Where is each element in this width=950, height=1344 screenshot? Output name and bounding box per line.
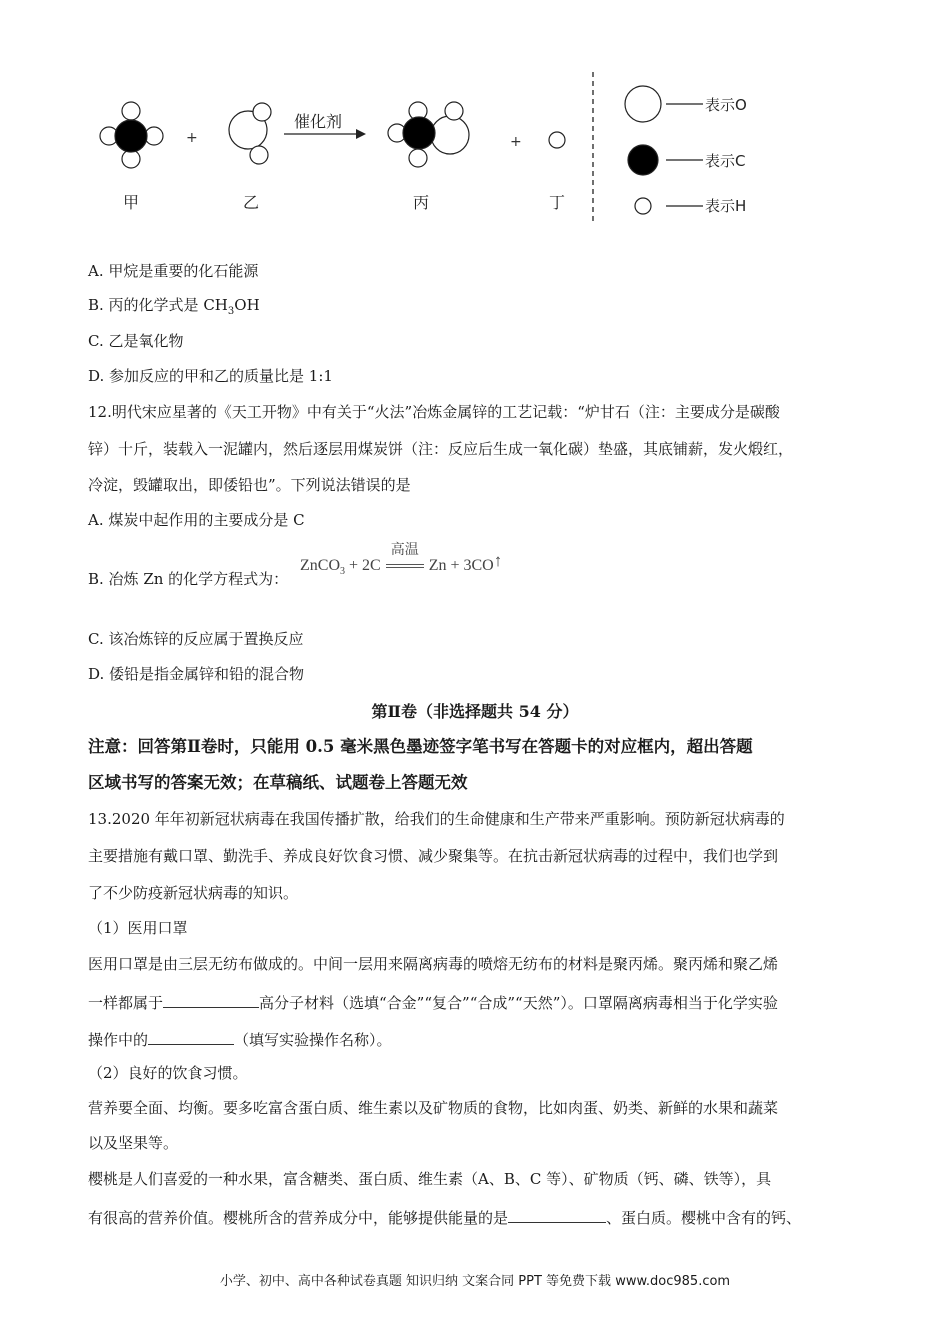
q13-part1-line-3b: （填写实验操作名称）。: [234, 1031, 392, 1049]
q11-option-b-text: B. 丙的化学式是 CH: [88, 296, 228, 314]
q12-line-3: 冷淀，毁罐取出，即倭铅也”。下列说法错误的是: [88, 476, 411, 494]
molecule-jia: [100, 102, 163, 168]
q12-line-1: 12.明代宋应星著的《天工开物》中有关于“火法”冶炼金属锌的工艺记载：“炉甘石（注：主要成分是碳酸: [88, 403, 780, 421]
molecule-yi: [229, 103, 271, 164]
answer-blank-1[interactable]: [163, 991, 259, 1008]
eq-condition-block: [385, 542, 425, 575]
q13-part2-line-2: 以及坚果等。: [88, 1134, 179, 1152]
notice-line-1: 注意：回答第Ⅱ卷时，只能用 0.5 毫米黑色墨迹签字笔书写在答题卡的对应框内，超出答题: [88, 737, 753, 756]
q12-option-a: A. 煤炭中起作用的主要成分是 C: [88, 511, 305, 529]
catalyst-label: 催化剂: [294, 112, 343, 131]
q13-part2-line-1: 营养要全面、均衡。要多吃富含蛋白质、维生素以及矿物质的食物，比如肉蛋、奶类、新鲜的水果和蔬菜: [88, 1099, 779, 1117]
q13-part2-line-4a: 有很高的营养价值。樱桃所含的营养成分中，能够提供能量的是: [88, 1209, 509, 1227]
label-yi: 乙: [243, 193, 260, 212]
eq-sub: 3: [340, 566, 345, 578]
eq-up-arrow: ↑: [493, 551, 503, 570]
legend-c: 表示C: [705, 152, 746, 170]
q13-part2-line-4: [88, 1206, 801, 1228]
eq-left: ZnCO: [300, 557, 340, 574]
q11-option-d: D. 参加反应的甲和乙的质量比是 1:1: [88, 367, 333, 385]
q13-part2-line-4b: 、蛋白质。樱桃中含有的钙、: [606, 1209, 802, 1227]
legend-h: 表示H: [705, 197, 747, 215]
q12-option-d: D. 倭铅是指金属锌和铅的混合物: [88, 665, 305, 683]
plus-1: +: [186, 130, 198, 146]
molecule-bing: [388, 102, 469, 167]
q13-part2-title: （2）良好的饮食习惯。: [88, 1064, 248, 1082]
q13-intro-1: 13.2020 年年初新冠状病毒在我国传播扩散，给我们的生命健康和生产带来严重影响。预防新冠状病毒的: [88, 810, 785, 828]
eq-double-line: [386, 564, 424, 568]
q13-part2-line-3: 樱桃是人们喜爱的一种水果，富含糖类、蛋白质、维生素（A、B、C 等）、矿物质（钙、磷、铁等），具: [88, 1170, 772, 1188]
label-jia: 甲: [123, 193, 140, 212]
answer-blank-2[interactable]: [148, 1028, 234, 1045]
eq-condition: 高温: [390, 542, 419, 558]
q11-option-b-tail: OH: [234, 296, 260, 314]
q13-part1-line-1: 医用口罩是由三层无纺布做成的。中间一层用来隔离病毒的喷熔无纺布的材料是聚丙烯。聚丙烯和聚乙烯: [88, 955, 779, 973]
q13-part1-line-2a: 一样都属于: [88, 994, 164, 1012]
arrow-head: [356, 129, 366, 139]
q13-part1-line-3a: 操作中的: [88, 1031, 149, 1049]
reaction-diagram: [0, 0, 950, 240]
q11-option-c: C. 乙是氧化物: [88, 332, 184, 350]
q11-option-b-sub: 3: [227, 306, 235, 317]
notice-line-2: 区域书写的答案无效；在草稿纸、试题卷上答题无效: [88, 773, 468, 792]
q12-equation: [300, 542, 503, 578]
q13-intro-3: 了不少防疫新冠状病毒的知识。: [88, 884, 299, 902]
eq-mid: + 2C: [345, 557, 381, 574]
section-title: 第Ⅱ卷（非选择题共 54 分）: [371, 702, 579, 721]
q11-option-b: [88, 295, 260, 322]
label-bing: 丙: [413, 193, 430, 212]
legend-o: 表示O: [705, 96, 747, 114]
eq-right: Zn + 3CO: [428, 557, 494, 574]
q13-part1-line-3: [88, 1028, 392, 1050]
legend: [625, 86, 703, 214]
q11-option-a: A. 甲烷是重要的化石能源: [88, 262, 259, 280]
q12-line-2: 锌）十斤，装载入一泥罐内，然后逐层用煤炭饼（注：反应后生成一氧化碳）垫盛，其底铺薪，发火煅红，: [88, 440, 794, 458]
q13-intro-2: 主要措施有戴口罩、勤洗手、养成良好饮食习惯、减少聚集等。在抗击新冠状病毒的过程中，我们也学到: [88, 847, 779, 865]
plus-2: +: [510, 134, 522, 150]
q13-part1-line-2: [88, 991, 778, 1013]
q12-option-c: C. 该冶炼锌的反应属于置换反应: [88, 630, 304, 648]
molecule-ding: [549, 132, 565, 148]
label-ding: 丁: [549, 193, 566, 212]
answer-blank-3[interactable]: [508, 1206, 606, 1223]
q13-part1-title: （1）医用口罩: [88, 919, 188, 937]
page-footer: 小学、初中、高中各种试卷真题 知识归纳 文案合同 PPT 等免费下载 www.doc985.com: [219, 1274, 731, 1289]
q12-option-b: B. 冶炼 Zn 的化学方程式为：: [88, 570, 289, 588]
q13-part1-line-2b: 高分子材料（选填“合金”“复合”“合成”“天然”）。口罩隔离病毒相当于化学实验: [259, 994, 778, 1012]
